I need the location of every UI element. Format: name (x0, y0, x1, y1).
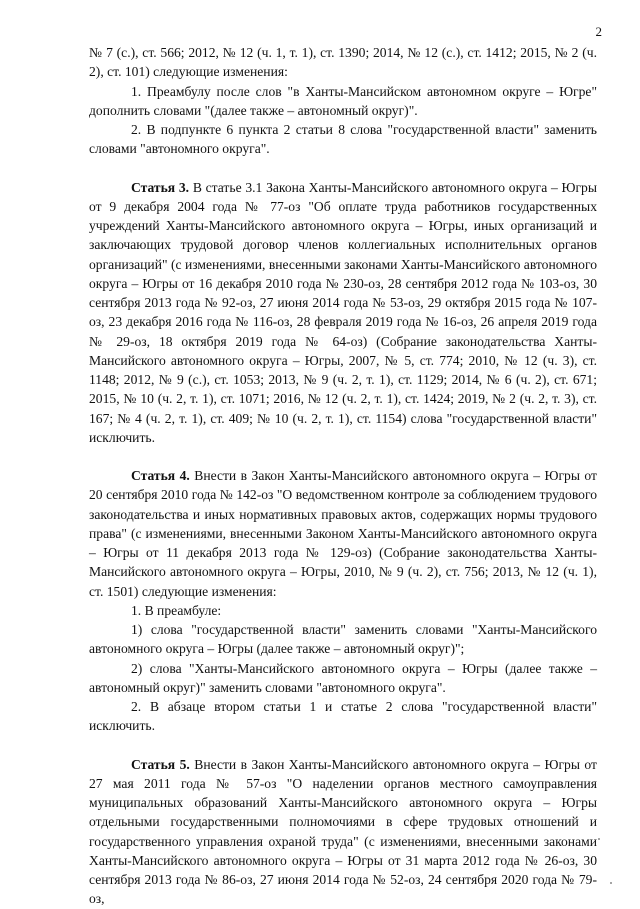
paragraph-article-5 (89, 755, 597, 909)
paragraph-article-4 (89, 466, 597, 601)
article-5-heading: Статья 5. (131, 756, 190, 772)
paragraph-article-4-subitem-1: 1) слова "государственной власти" заменить словами "Ханты-Мансийского автономного округа – Югры (далее также – автономный округ)"; (89, 622, 597, 657)
article-3-text: В статье 3.1 Закона Ханты-Мансийского автономного округа – Югры от 9 декабря 2004 года № 77-оз "Об оплате труда работников государственных учреждений Ханты-Мансийского автономного округа – Югры, иных организаций и заключающих трудовой договор членов коллегиальных исполнительных органов организаций" (с изменениями, внесенными законами Ханты-Мансийского автономного округа – Югры от 16 декабря 2010 года № 230-оз, 28 сентября 2012 года № 103-оз, 30 сентября 2013 года № 92-оз, 27 июня 2014 года № 53-оз, 29 октября 2015 года № 107-оз, 23 декабря 2016 года № 116-оз, 28 февраля 2019 года № 16-оз, 26 апреля 2019 года № 29-оз, 18 октября 2019 года № 64-оз) (Собрание законодательства Ханты-Мансийского автономного округа – Югры, 2007, № 5, ст. 774; 2010, № 12 (ч. 3), ст. 1148; 2012, № 9 (с.), ст. 1053; 2013, № 9 (ч. 2, т. 1), ст. 1129; 2014, № 6 (ч. 2), ст. 671; 2015, № 10 (ч. 2, т. 1), ст. 1071; 2016, № 12 (ч. 2, т. 1), ст. 1424; 2019, № 2 (ч. 2, т. 3), ст. 167; № 4 (ч. 2, т. 1), ст. 409; № 10 (ч. 2, т. 1), ст. 1154) слова "государственной власти" исключить. (89, 179, 597, 445)
paragraph-continuation: № 7 (с.), ст. 566; 2012, № 12 (ч. 1, т. 1), ст. 1390; 2014, № 12 (с.), ст. 1412; 2015, № 2 (ч. 2), ст. 101) следующие изменения: (89, 45, 597, 80)
page-number: 2 (595, 24, 602, 39)
paragraph-amendment-1: 1. Преамбулу после слов "в Ханты-Мансийском автономном округе – Югре" дополнить словами "(далее также – автономный округ)". (89, 83, 597, 118)
paragraph-article-4-item-2: 2. В абзаце втором статьи 1 и статье 2 слова "государственной власти" исключить. (89, 699, 597, 734)
article-4-heading: Статья 4. (131, 468, 190, 483)
paragraph-article-4-subitem-2: 2) слова "Ханты-Мансийского автономного округа – Югры (далее также – автономный округ)" заменить словами "автономного округа". (89, 660, 597, 695)
article-4-text: Внести в Закон Ханты-Мансийского автономного округа – Югры от 20 сентября 2010 года № 142-оз "О ведомственном контроле за соблюдением трудового законодательства и иных нормативных правовых актов, содержащих нормы трудового права" (с изменениями, внесенными Законом Ханты-Мансийского автономного округа – Югры от 11 декабря 2013 года № 129-оз) (Собрание законодательства Ханты-Мансийского автономного округа – Югры, 2010, № 9 (ч. 2), ст. 756; 2013, № 12 (ч. 1), ст. 1501) следующие изменения: (89, 468, 597, 599)
paragraph-article-3 (89, 178, 597, 448)
paragraph-amendment-2: 2. В подпункте 6 пункта 2 статьи 8 слова "государственной власти" заменить словами "автономного округа". (89, 122, 597, 157)
article-5-text: Внести в Закон Ханты-Мансийского автономного округа – Югры от 27 мая 2011 года № 57-оз "О наделении органов местного самоуправления муниципальных образований Ханты-Мансийского автономного округа – Югры отдельными государственными полномочиями в сфере трудовых отношений и государственного управления охраной труда" (с изменениями, внесенными законами Ханты-Мансийского автономного округа – Югры от 31 марта 2012 года № 26-оз, 30 сентября 2013 года № 86-оз, 27 июня 2014 года № 52-оз, 24 сентября 2020 года № 79-оз, (89, 756, 597, 907)
paragraph-article-4-item-1: 1. В преамбуле: (131, 602, 222, 618)
article-3-heading: Статья 3. (131, 179, 190, 195)
scan-speck (598, 838, 600, 840)
scan-speck (610, 882, 612, 884)
document-body (89, 43, 597, 909)
